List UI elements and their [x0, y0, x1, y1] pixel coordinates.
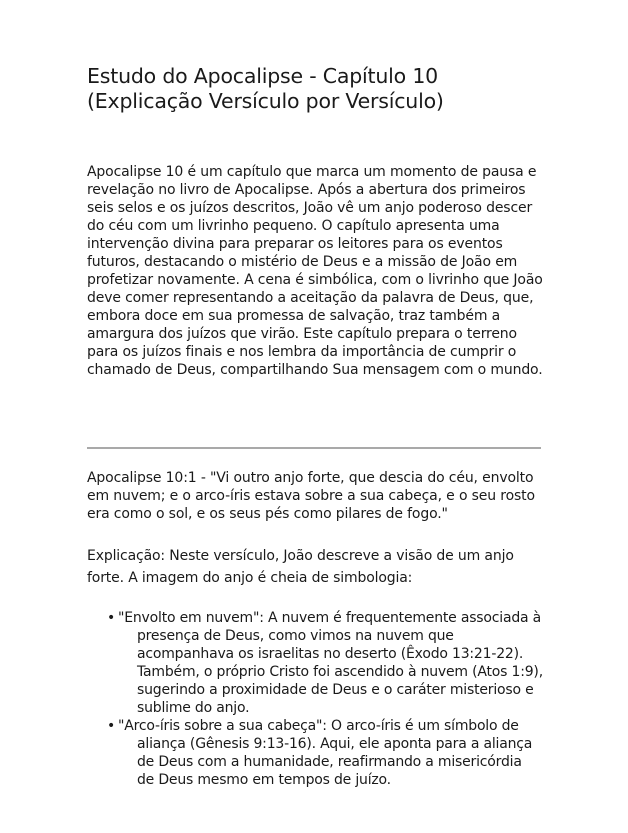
- list-item: [107, 609, 543, 717]
- list-item: [107, 717, 543, 789]
- page-title: [87, 64, 543, 114]
- page-title-line-1: Estudo do Apocalipse - Capítulo 10: [87, 64, 438, 88]
- bullet-icon: •: [107, 718, 116, 734]
- section-divider: [87, 447, 541, 449]
- explanation-paragraph: Explicação: Neste versículo, João descreve a visão de um anjo forte. A imagem do anjo é cheia de simbologia:: [87, 548, 514, 586]
- list-item-text: "Envolto em nuvem": A nuvem é frequentemente associada à presença de Deus, como vimos na nuvem que acompanhava os israelitas no deserto (Êxodo 13:21-22). Também, o próprio Cristo foi ascendido à nuvem (Atos 1:9), sugerindo a proximidade de Deus e o caráter misterioso e sublime do anjo.: [118, 610, 543, 716]
- bullet-icon: •: [107, 610, 116, 626]
- list-item-text: "Arco-íris sobre a sua cabeça": O arco-íris é um símbolo de aliança (Gênesis 9:13-16). Aqui, ele aponta para a aliança de Deus com a humanidade, reafirmando a misericórdia de Deus mesmo em tempos de juízo.: [118, 718, 533, 788]
- page-title-line-2: (Explicação Versículo por Versículo): [87, 89, 444, 113]
- symbolism-list: [107, 609, 543, 789]
- intro-paragraph: Apocalipse 10 é um capítulo que marca um momento de pausa e revelação no livro de Apocalipse. Após a abertura dos primeiros seis selos e os juízos descritos, João vê um anjo poderoso descer do céu com um livrinho pequeno. O capítulo apresenta uma intervenção divina para preparar os leitores para os eventos futuros, destacando o mistério de Deus e a missão de João em profetizar novamente. A cena é simbólica, com o livrinho que João deve comer representando a aceitação da palavra de Deus, que, embora doce em sua promessa de salvação, traz também a amargura dos juízos que virão. Este capítulo prepara o terreno para os juízos finais e nos lembra da importância de cumprir o chamado de Deus, compartilhando Sua mensagem com o mundo.: [87, 164, 543, 378]
- verse-text: Apocalipse 10:1 - "Vi outro anjo forte, que descia do céu, envolto em nuvem; e o arco-íris estava sobre a sua cabeça, e o seu rosto era como o sol, e os seus pés como pilares de fogo.": [87, 470, 535, 522]
